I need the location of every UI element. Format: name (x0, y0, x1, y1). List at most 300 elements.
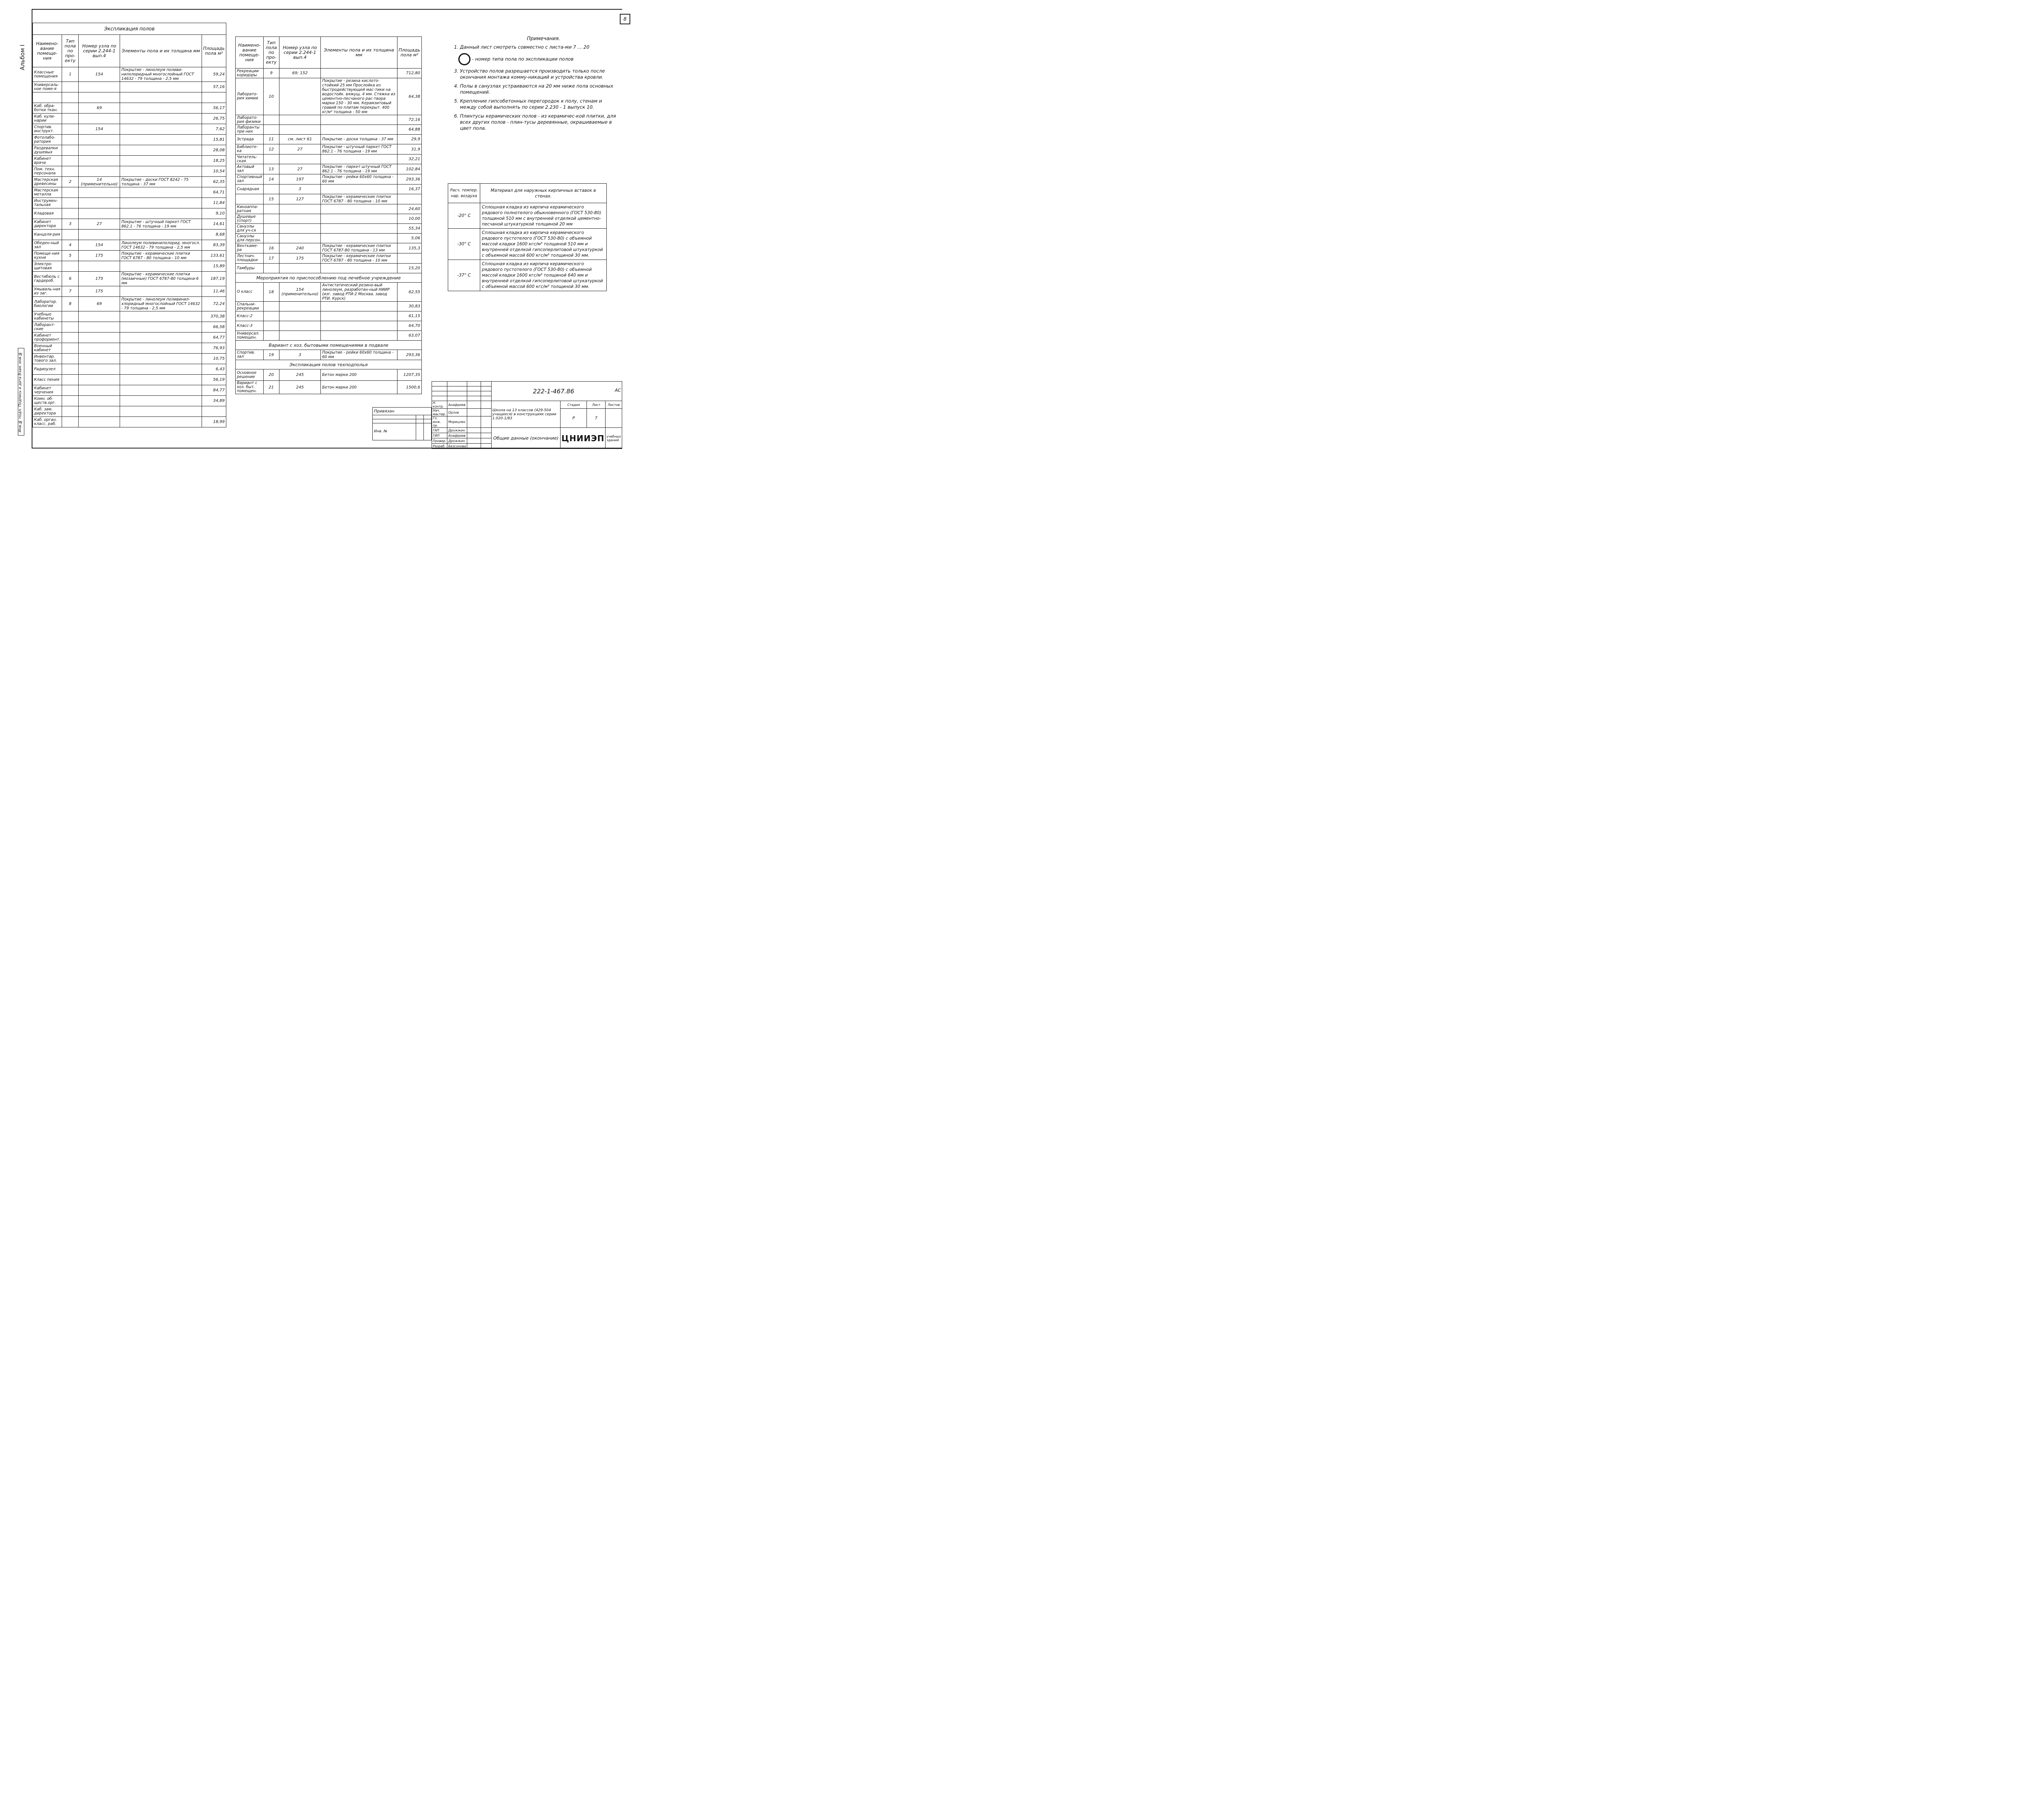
role-name: Орлов (447, 409, 467, 416)
floor-type: 16 (263, 243, 279, 253)
floor-elements (120, 114, 202, 124)
table-row (236, 125, 422, 135)
table-row (236, 369, 422, 381)
role-name: Дрожжин (447, 428, 467, 433)
room-name: Мастерская металла (33, 187, 62, 198)
floor-elements: Бетон марки 200 (321, 381, 397, 394)
floor-elements: Антистатический резино-вый линолеум, разработан-ный НИИР (изг. завод РТИ-2 Москва. завод РТИ. Курск) (321, 283, 397, 302)
floor-type: 11 (263, 135, 279, 144)
floor-area: 29,9 (397, 135, 421, 144)
node-number: 27 (279, 164, 321, 174)
node-number (79, 385, 120, 396)
floor-elements (120, 124, 202, 135)
node-number: 27 (79, 219, 120, 230)
floor-area: 293,36 (397, 350, 421, 360)
floor-area: 63,07 (397, 331, 421, 341)
floor-elements: Покрытие - линолеум поливи-нилхлоридный многослойный ГОСТ 14632 - 79 толщина - 2,5 мм (120, 67, 202, 82)
room-name: Кладовая (33, 208, 62, 219)
node-number (279, 311, 321, 321)
floor-elements: Покрытие - рейки 60х60 толщина - 60 мм (321, 350, 397, 360)
sheet-value: 7 (587, 409, 606, 428)
node-number: 175 (79, 286, 120, 297)
mt-col1-header (448, 184, 480, 203)
floor-type (62, 145, 78, 156)
room-name: Спортив. инструкт. (33, 124, 62, 135)
table-row (236, 381, 422, 394)
table-row (236, 264, 422, 273)
floor-type (62, 333, 78, 343)
room-name: О класс (236, 283, 264, 302)
room-name: Спортивный зал (236, 174, 264, 185)
role-name: Анафриев (447, 401, 467, 409)
floor-type (62, 208, 78, 219)
floor-area: 14,61 (202, 219, 226, 230)
floor-elements: Покрытие - паркет штучный ГОСТ 862.1 - 76 толщина - 19 мм (321, 164, 397, 174)
sheet-number: 8 (620, 14, 630, 24)
room-name: Обеден-ный зал (33, 240, 62, 251)
table-row (33, 166, 226, 177)
floor-elements: Покрытие - рейки 60х60 толщина - 60 мм (321, 174, 397, 185)
room-name: Спортив. зал (236, 350, 264, 360)
floor-type (62, 82, 78, 92)
floor-elements (120, 82, 202, 92)
floor-area: 10,54 (202, 166, 226, 177)
table-row (33, 82, 226, 92)
floor-area: 133,61 (202, 251, 226, 261)
floor-type (62, 311, 78, 322)
room-name: Мастерская древесины (33, 177, 62, 187)
node-number (79, 156, 120, 166)
floor-type: 4 (62, 240, 78, 251)
node-number (79, 364, 120, 375)
role-name: Морецлео (447, 416, 467, 428)
node-number: 154 (применительно) (279, 283, 321, 302)
floor-elements (120, 343, 202, 354)
floor-area: 64,71 (202, 187, 226, 198)
section-med-title: Мероприятия по приспособлению под лечебное учреждение (236, 273, 422, 283)
floor-elements (120, 322, 202, 333)
note-item: 5. Крепление гипсобетонных перегородок к полу, стенам и между собой выполнять по серии 2.230 - 1 выпуск 10. (460, 98, 617, 110)
floor-area: 6,43 (202, 364, 226, 375)
room-name: Комн. об-ществ.орг. (33, 396, 62, 406)
table-row (33, 333, 226, 343)
room-name: Кабинет профориент. (33, 333, 62, 343)
table-row (33, 219, 226, 230)
table-row (33, 385, 226, 396)
note-item: 3. Устройство полов разрешается производить только после окончания монтажа комму-никаций и устройства кровли. (460, 68, 617, 80)
floor-type (62, 375, 78, 385)
notes-title: Примечания. (527, 36, 560, 41)
node-number: см. лист 61 (279, 135, 321, 144)
node-number (79, 333, 120, 343)
floor-area: 31,9 (397, 144, 421, 155)
table-row (33, 230, 226, 240)
org-logo: ЦНИИЭП (561, 428, 606, 449)
mt-col1-header-b: нар. воздуха (451, 193, 477, 198)
room-name: Читатель-ская (236, 155, 264, 164)
right-table-header (236, 37, 422, 69)
floor-area: 56,17 (202, 103, 226, 114)
room-name: Классные помещения (33, 67, 62, 82)
section-tech-title: Экспликация полов техподполья (236, 360, 422, 369)
floor-area: 59,24 (202, 67, 226, 82)
floor-area: 102,84 (397, 164, 421, 174)
role-name: Безсонова (447, 444, 467, 449)
header-cell: Элементы пола и их толщина мм (120, 35, 202, 67)
room-name: Лаборатор. биологии (33, 297, 62, 311)
node-number: 175 (279, 253, 321, 264)
node-number: 69; 152 (279, 69, 321, 78)
right-floor-table (235, 36, 422, 394)
room-name: Тамбуры (236, 264, 264, 273)
table-row (33, 198, 226, 208)
floor-area: 28,08 (202, 145, 226, 156)
floor-area: 1500,6 (397, 381, 421, 394)
floor-elements: Покрытие - керамические плитки (мозаичные) ГОСТ 6787-80 толщина-6 мм (120, 272, 202, 286)
floor-elements (321, 321, 397, 331)
room-name: Кабинет черчения (33, 385, 62, 396)
floor-elements (120, 364, 202, 375)
floor-area: 32,21 (397, 155, 421, 164)
floor-area: 16,37 (397, 185, 421, 194)
floor-elements (120, 230, 202, 240)
floor-elements: Покрытие - керамические плитки ГОСТ 6787-80 толщина - 13 мм (321, 243, 397, 253)
role-name: Дрожжин (447, 438, 467, 444)
legend-text: - номер типа пола по экспликации полов (472, 56, 574, 62)
floor-type (62, 343, 78, 354)
table-row (236, 331, 422, 341)
table-row (33, 240, 226, 251)
table-row (33, 251, 226, 261)
node-number: 154 (79, 67, 120, 82)
stage-label: Стадия (561, 401, 587, 409)
floor-area (397, 253, 421, 264)
room-name: Эстрада (236, 135, 264, 144)
floor-area: 712,80 (397, 69, 421, 78)
floor-type: 19 (263, 350, 279, 360)
sheet-label: Лист (587, 401, 606, 409)
table-row (33, 322, 226, 333)
node-number (79, 343, 120, 354)
floor-type (62, 230, 78, 240)
side-stamp: Инв.№ подл. Подпись и дата Взам. инв.№ (18, 348, 24, 436)
material-description: Сплошная кладка из кирпича керамического рядового пустотелого (ГОСТ 530-80) с объемной массой кладки 1600 кгс/м³ толщиной 640 мм и внутренней отделкой гипсоперлитовой штукатуркой с объемной массой 600 кгс/м³ толщиной 30 мм. (480, 260, 607, 291)
left-floor-table (32, 23, 226, 427)
floor-area: 7,62 (202, 124, 226, 135)
floor-type: 6 (62, 272, 78, 286)
floor-type (62, 385, 78, 396)
table-row (33, 396, 226, 406)
node-number (79, 82, 120, 92)
room-name: Канцеля-рия (33, 230, 62, 240)
table-row (236, 224, 422, 234)
node-number (79, 135, 120, 145)
floor-elements (321, 115, 397, 125)
floor-area: 9,10 (202, 208, 226, 219)
floor-type (62, 396, 78, 406)
table-row (33, 187, 226, 198)
floor-type: 20 (263, 369, 279, 381)
floor-area: 76,93 (202, 343, 226, 354)
floor-elements (321, 264, 397, 273)
room-name: Лаборанты при них (236, 125, 264, 135)
node-number: 240 (279, 243, 321, 253)
floor-elements: Покрытие - доски толщина - 37 мм (321, 135, 397, 144)
room-name: Лестнич. площадки (236, 253, 264, 264)
floor-elements (120, 375, 202, 385)
design-temperature: -37° С (448, 260, 480, 291)
node-number (279, 155, 321, 164)
header-cell: Тип пола по про-екту (263, 37, 279, 69)
floor-area: 62,35 (202, 177, 226, 187)
floor-elements (120, 333, 202, 343)
table-row (33, 114, 226, 124)
floor-elements (321, 302, 397, 311)
room-name: Учебные кабинеты (33, 311, 62, 322)
header-cell: Наимено-вание помеще-ния (33, 35, 62, 67)
node-number (79, 261, 120, 272)
floor-area (202, 406, 226, 417)
node-number (79, 187, 120, 198)
floor-elements (120, 385, 202, 396)
floor-elements (120, 92, 202, 103)
stamp-code-cell (491, 382, 622, 401)
floor-type: 9 (263, 69, 279, 78)
node-number: 245 (279, 381, 321, 394)
floor-elements: Покрытие - доски ГОСТ 8242 - 75 толщина - 37 мм (120, 177, 202, 187)
album-label: Альбом I (19, 45, 26, 71)
floor-type: 7 (62, 286, 78, 297)
floor-type: 8 (62, 297, 78, 311)
role-label: Разраб. (432, 444, 447, 449)
mt-col2-header: Материал для наружных кирпичных вставок в стенах. (480, 184, 607, 203)
floor-elements (120, 354, 202, 364)
floor-elements (120, 156, 202, 166)
table-row (236, 115, 422, 125)
room-name: Вариант с хоз. быт. помещен. (236, 381, 264, 394)
floor-area (397, 194, 421, 204)
material-description: Сплошная кладка из кирпича керамического рядового полнотелого обыкновенного (ГОСТ 530-80) толщиной 510 мм с внутренней отделкой цементно-песчаной штукатуркой толщиной 20 мм (480, 203, 607, 229)
floor-elements (120, 187, 202, 198)
floor-elements: Бетон марки 200 (321, 369, 397, 381)
materials-row (448, 203, 607, 229)
table-row (236, 78, 422, 115)
legend-row (458, 53, 617, 65)
room-name: Кабинет директора (33, 219, 62, 230)
node-number (79, 354, 120, 364)
floor-elements (321, 155, 397, 164)
drawing-sheet (0, 0, 627, 455)
floor-elements (321, 224, 397, 234)
floor-area: 30,83 (397, 302, 421, 311)
room-name: Спальни-рекреации (236, 302, 264, 311)
floor-elements: Покрытие - керамические плитки ГОСТ 6787 - 80 толщина - 10 мм (321, 253, 397, 264)
floor-type: 5 (62, 251, 78, 261)
room-name: Инвентар. тового зал. (33, 354, 62, 364)
floor-type: 15 (263, 194, 279, 204)
room-name: Душевые (спорт) (236, 214, 264, 224)
floor-type: 18 (263, 283, 279, 302)
node-number (279, 214, 321, 224)
floor-type (62, 103, 78, 114)
floor-area: 62,55 (397, 283, 421, 302)
room-name: Санузлы для персон. (236, 234, 264, 243)
design-temperature: -20° С (448, 203, 480, 229)
table-row (236, 135, 422, 144)
table-row (33, 311, 226, 322)
floor-elements (120, 261, 202, 272)
floor-type: 21 (263, 381, 279, 394)
table-row (236, 164, 422, 174)
header-cell: Наимено-вание помеще-ния (236, 37, 264, 69)
node-number (279, 234, 321, 243)
floor-area: 83,39 (202, 240, 226, 251)
materials-row (448, 260, 607, 291)
notes-block (454, 36, 617, 134)
role-label: ГИП (432, 433, 447, 438)
table-row (33, 297, 226, 311)
floor-type (263, 311, 279, 321)
floor-elements (321, 331, 397, 341)
floor-type (62, 364, 78, 375)
privyazan-label: Привязан (373, 408, 432, 415)
floor-elements: Покрытие - керамические плитки ГОСТ 6787 - 80 толщина - 10 мм (321, 194, 397, 204)
floor-type (263, 155, 279, 164)
floor-type (263, 331, 279, 341)
node-number: 69 (79, 297, 120, 311)
node-number: 14 (применительно) (79, 177, 120, 187)
header-cell: Элементы пола и их толщина мм (321, 37, 397, 69)
floor-elements (321, 185, 397, 194)
floor-type: 2 (62, 177, 78, 187)
privyazan-block (372, 407, 432, 440)
table-row (33, 103, 226, 114)
floor-area: 55,34 (397, 224, 421, 234)
room-name: Снарядная (236, 185, 264, 194)
room-name: Класс-3 (236, 321, 264, 331)
floor-area: 84,77 (202, 385, 226, 396)
room-name: Радиоузел (33, 364, 62, 375)
room-name: Лаборато-рия химии (236, 78, 264, 115)
floor-area: 187,19 (202, 272, 226, 286)
node-number (79, 406, 120, 417)
node-number: 3 (279, 185, 321, 194)
table-row (33, 261, 226, 272)
floor-area: 72,24 (202, 297, 226, 311)
materials-table (448, 183, 607, 291)
room-name: Класс-2 (236, 311, 264, 321)
floor-area: 293,36 (397, 174, 421, 185)
floor-area: 24,60 (397, 204, 421, 214)
role-name: Анафриев (447, 433, 467, 438)
node-number (279, 321, 321, 331)
node-number: 3 (279, 350, 321, 360)
node-number (79, 145, 120, 156)
role-label: Гл. инж. пр. (432, 416, 447, 428)
node-number: 197 (279, 174, 321, 185)
table-row (33, 406, 226, 417)
floor-type: 10 (263, 78, 279, 115)
stamp-title-1: Школа на 13 классов (429-504 учащихся) в конструкциях серии 1.020-1/83 (491, 401, 560, 428)
floor-area: 15,81 (202, 135, 226, 145)
room-name: Лаборант-ские (33, 322, 62, 333)
floor-area: 64,88 (397, 125, 421, 135)
floor-area (202, 92, 226, 103)
header-cell: Номер узла по серии 2.244-1 вып.4 (279, 37, 321, 69)
table-row (236, 243, 422, 253)
floor-elements (120, 286, 202, 297)
note-item: 6. Плинтусы керамических полов - из керамичес-кой плитки, для всех других полов - плин-тусы деревянные, окрашиваемые в цвет пола. (460, 113, 617, 131)
node-number (279, 302, 321, 311)
floor-type (263, 185, 279, 194)
role-label: Н. контр. (432, 401, 447, 409)
floor-type (263, 224, 279, 234)
floor-type (62, 198, 78, 208)
node-number: 69 (79, 103, 120, 114)
room-name (33, 92, 62, 103)
room-name: Актовый зал (236, 164, 264, 174)
node-number (279, 331, 321, 341)
floor-area: 64,38 (397, 78, 421, 115)
stamp-code: 222-1-467.86 (533, 387, 574, 395)
floor-area: 56,19 (202, 375, 226, 385)
floor-elements: Покрытие - штучный паркет ГОСТ 862.1 - 76 толщина - 19 мм (321, 144, 397, 155)
table-row (33, 156, 226, 166)
floor-type (263, 204, 279, 214)
floor-area: 1207,35 (397, 369, 421, 381)
header-cell: Тип пола по про-екту (62, 35, 78, 67)
floor-elements (120, 417, 202, 427)
inv-label: Инв. № (373, 423, 416, 440)
floor-type (62, 417, 78, 427)
floor-type (263, 234, 279, 243)
floor-area: 18,99 (202, 417, 226, 427)
table-row (236, 185, 422, 194)
floor-elements (321, 69, 397, 78)
floor-area: 15,20 (397, 264, 421, 273)
table-row (236, 204, 422, 214)
room-name: Венткаме-ра (236, 243, 264, 253)
node-number (79, 375, 120, 385)
floor-type (62, 92, 78, 103)
room-name: Лаборато-рия физики (236, 115, 264, 125)
floor-elements (120, 208, 202, 219)
room-name: Каб. кули-нарии (33, 114, 62, 124)
floor-area: 57,16 (202, 82, 226, 92)
node-number: 175 (79, 272, 120, 286)
table-row (236, 155, 422, 164)
room-name: Помеще-ния кухни (33, 251, 62, 261)
floor-elements (321, 234, 397, 243)
table-row (33, 286, 226, 297)
floor-type (263, 321, 279, 331)
title-stamp (432, 381, 622, 448)
room-name (236, 194, 264, 204)
floor-elements (321, 125, 397, 135)
stamp-title-2: Общие данные (окончание) (491, 428, 560, 449)
node-number (79, 92, 120, 103)
floor-elements: Покрытие - штучный паркет ГОСТ 862.1 - 76 толщина - 19 мм (120, 219, 202, 230)
floor-type (62, 187, 78, 198)
table-row (236, 194, 422, 204)
table-row (33, 364, 226, 375)
room-name: Фотолабо-ратория (33, 135, 62, 145)
node-number (79, 230, 120, 240)
table-row (236, 283, 422, 302)
floor-elements (321, 204, 397, 214)
floor-area: 11,46 (202, 286, 226, 297)
materials-row (448, 229, 607, 260)
